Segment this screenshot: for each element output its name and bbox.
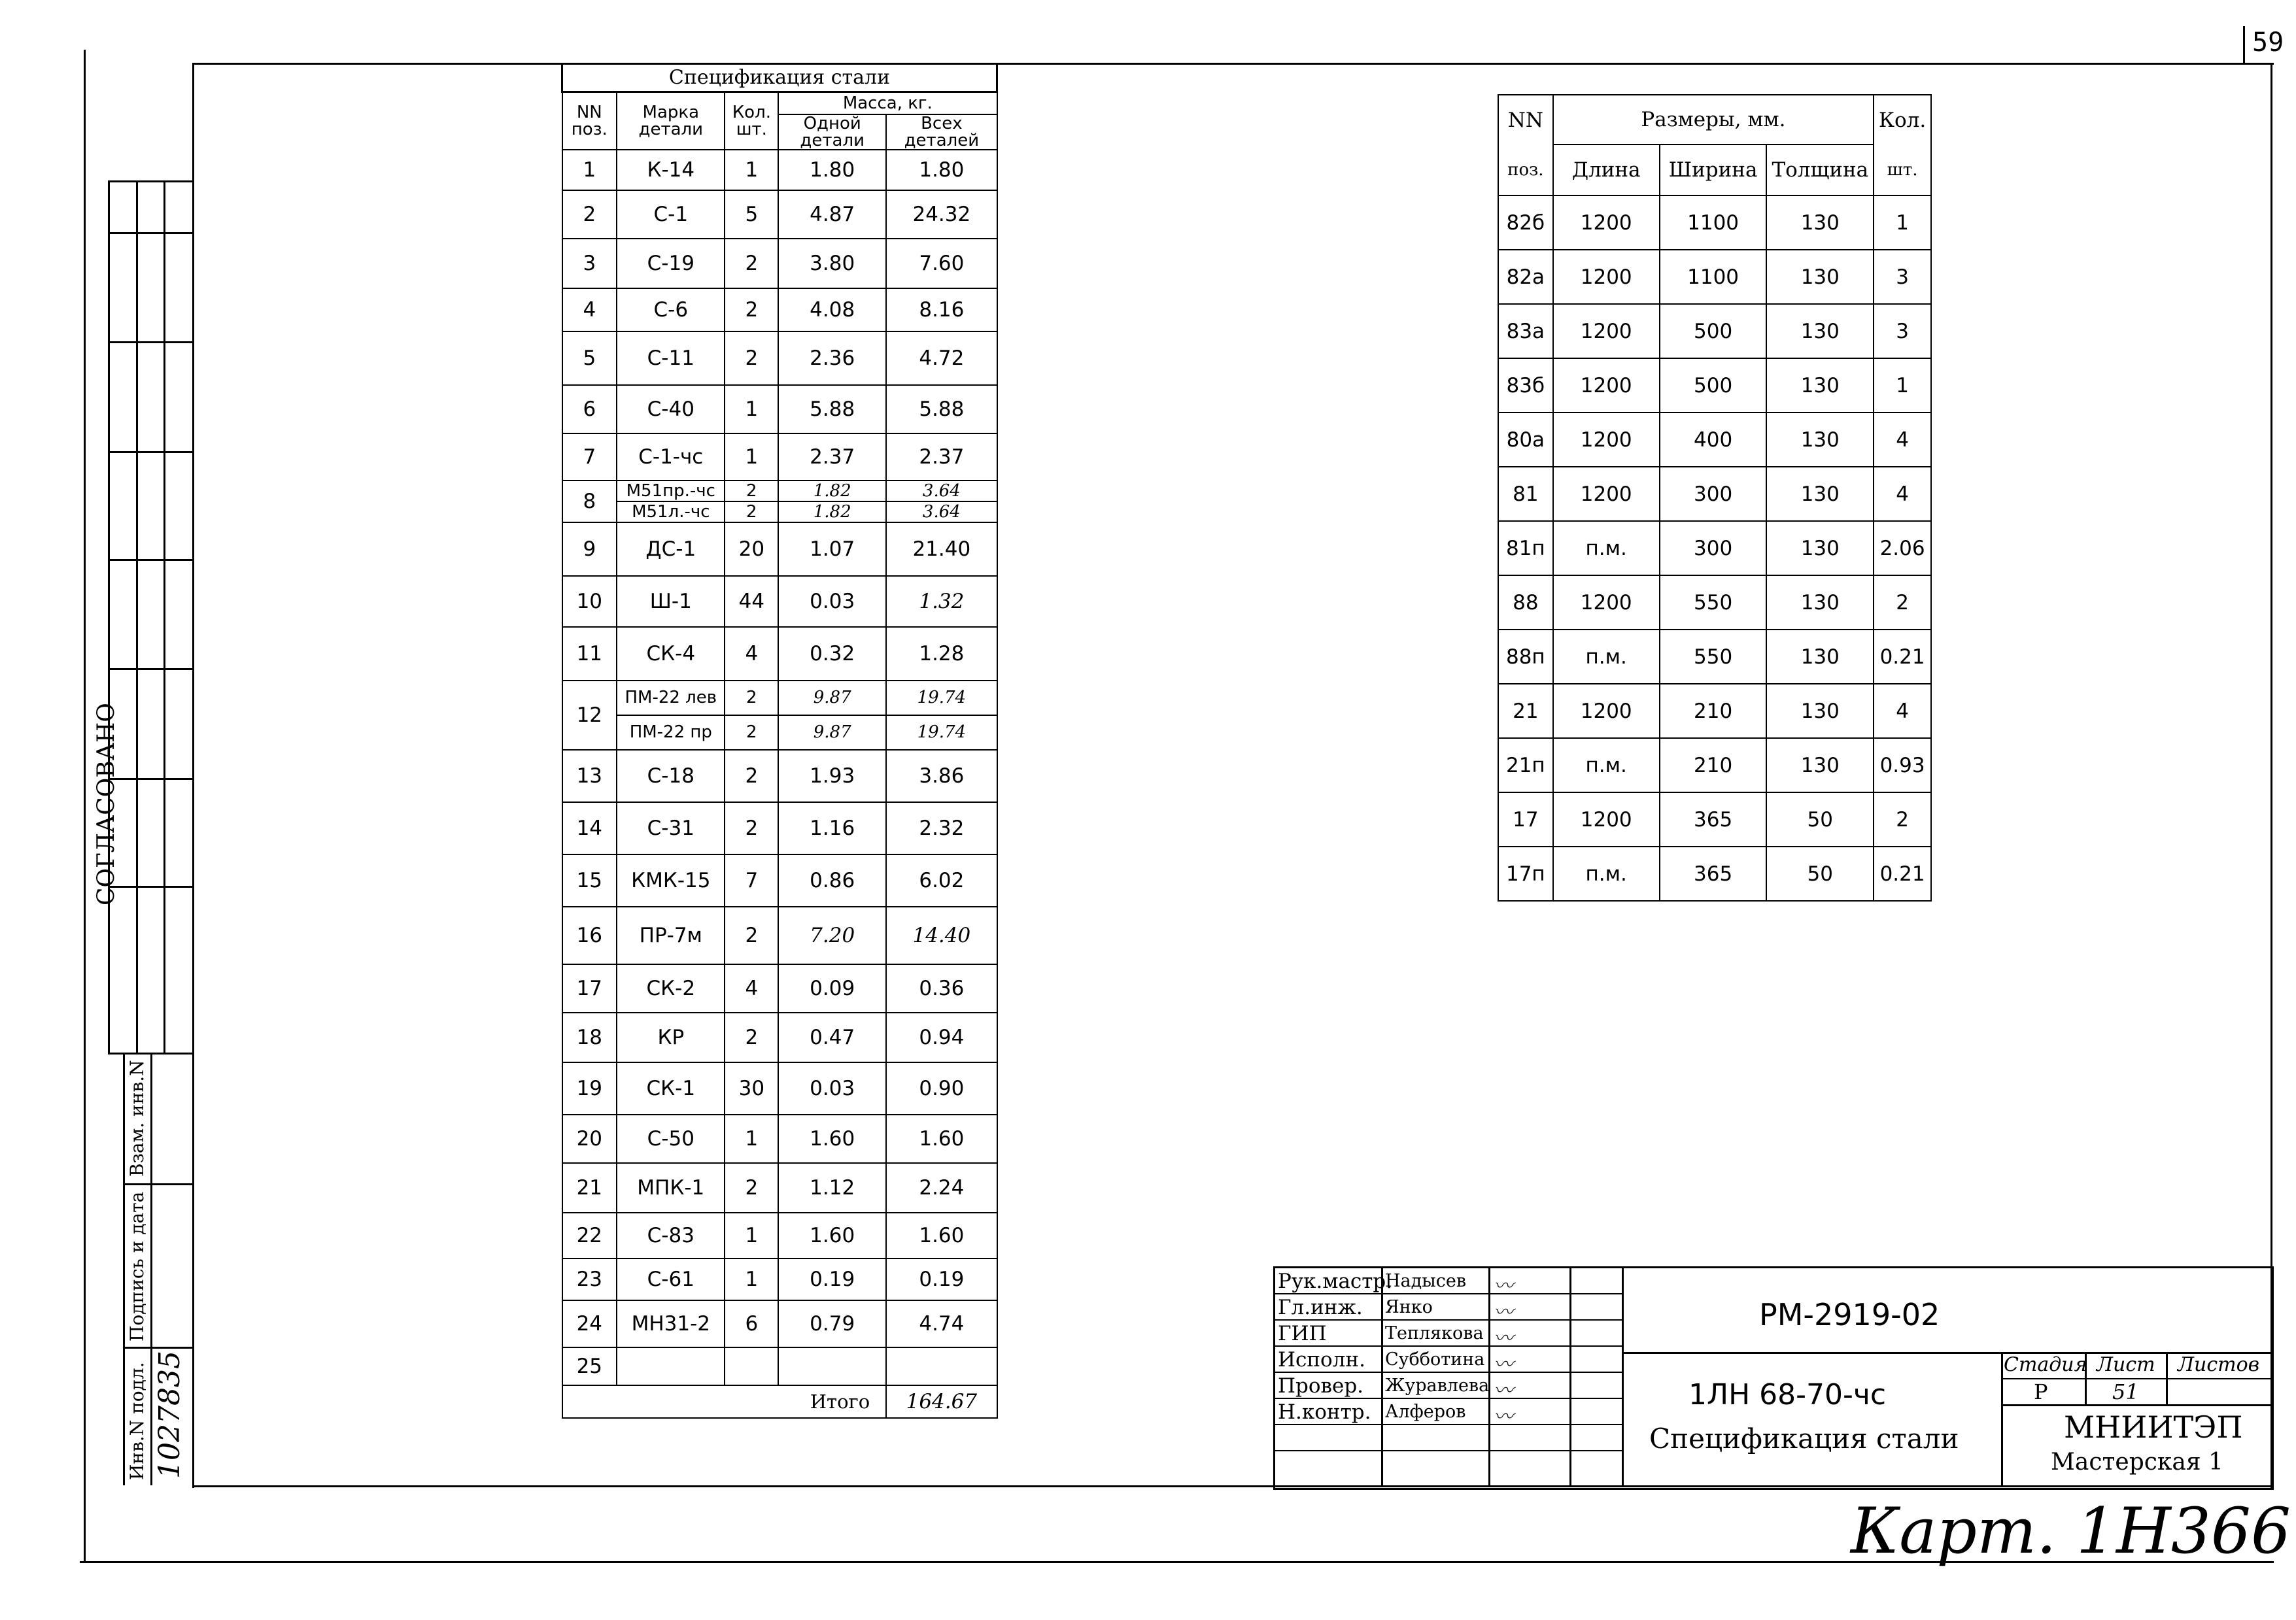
spec-cell-mark: КР: [617, 1013, 725, 1062]
spec-cell-mass-all: 5.88: [886, 385, 997, 433]
spec-cell-mass-all: 0.90: [886, 1062, 997, 1115]
spec-cell-mass-all: 3.64: [886, 501, 997, 522]
sizes-cell-width: 500: [1660, 358, 1767, 413]
inv-number-handwritten: 1027835: [153, 1351, 186, 1479]
spec-cell-qty: 2: [725, 750, 778, 802]
sizes-row: [1498, 684, 1931, 738]
sizes-cell-width: 300: [1660, 521, 1767, 575]
sizes-row: [1498, 847, 1931, 901]
spec-cell-mass-one: 1.12: [778, 1163, 886, 1213]
title-block: [1273, 1266, 2274, 1490]
spec-cell-qty: 44: [725, 576, 778, 627]
spec-cell-mass-all: 7.60: [886, 239, 997, 288]
sizes-cell-width: 1100: [1660, 195, 1767, 250]
spec-cell-pos: 1: [562, 150, 617, 190]
sizes-cell-thickness: 130: [1766, 358, 1874, 413]
spec-header-mark: Марка детали: [617, 92, 725, 150]
spec-cell-mass-all: 14.40: [886, 907, 997, 964]
spec-cell-mass-all: 2.24: [886, 1163, 997, 1213]
spec-row: [562, 964, 997, 1013]
spec-cell-mass-all: 3.86: [886, 750, 997, 802]
spec-cell-qty: 1: [725, 433, 778, 481]
spec-cell-mass-all: 24.32: [886, 190, 997, 239]
spec-cell-pos: 12: [562, 681, 617, 750]
spec-cell-mark: С-83: [617, 1213, 725, 1258]
tb-role: Н.контр.: [1278, 1400, 1371, 1424]
sizes-header-width: Ширина: [1660, 144, 1767, 195]
spec-cell-pos: 2: [562, 190, 617, 239]
spec-cell-pos: 14: [562, 802, 617, 854]
sizes-cell-thickness: 130: [1766, 304, 1874, 358]
spec-caption: Спецификация стали: [562, 64, 997, 92]
spec-cell-mass-one: 0.19: [778, 1258, 886, 1300]
spec-cell-pos: 5: [562, 331, 617, 385]
frame-left-inner: [192, 63, 194, 1488]
spec-cell-pos: 13: [562, 750, 617, 802]
spec-cell-qty: 6: [725, 1300, 778, 1347]
sizes-cell-length: 1200: [1553, 413, 1660, 467]
sizes-cell-qty: 4: [1874, 467, 1931, 521]
tb-signature: 〰: [1494, 1353, 1513, 1376]
tb-signature: 〰: [1494, 1379, 1513, 1402]
spec-row: [562, 627, 997, 681]
tb-signature: 〰: [1494, 1406, 1513, 1428]
sizes-row: [1498, 575, 1931, 630]
sizes-cell-thickness: 130: [1766, 575, 1874, 630]
spec-header-mass: Масса, кг.: [778, 92, 997, 114]
spec-row: [562, 1300, 997, 1347]
frame-top: [192, 63, 2274, 65]
sizes-cell-thickness: 130: [1766, 521, 1874, 575]
sizes-header-qty-top: Кол.: [1874, 95, 1931, 144]
spec-cell-qty: 2: [725, 331, 778, 385]
sizes-row: [1498, 792, 1931, 847]
spec-row: [562, 481, 997, 501]
tb-signature: 〰: [1494, 1275, 1513, 1298]
spec-row: [562, 331, 997, 385]
sizes-cell-qty: 4: [1874, 413, 1931, 467]
spec-cell-mass-all: 1.60: [886, 1213, 997, 1258]
sizes-cell-length: 1200: [1553, 684, 1660, 738]
spec-cell-qty: [725, 1347, 778, 1385]
spec-total-label: Итого: [562, 1385, 887, 1418]
sizes-cell-qty: 4: [1874, 684, 1931, 738]
sizes-header-pos-bottom: поз.: [1498, 144, 1553, 195]
sizes-cell-thickness: 130: [1766, 250, 1874, 304]
sizes-cell-length: 1200: [1553, 195, 1660, 250]
sizes-cell-width: 300: [1660, 467, 1767, 521]
spec-cell-pos: 25: [562, 1347, 617, 1385]
spec-cell-mass-one: 1.16: [778, 802, 886, 854]
spec-cell-qty: 1: [725, 150, 778, 190]
spec-cell-pos: 21: [562, 1163, 617, 1213]
spec-cell-mark: СК-2: [617, 964, 725, 1013]
sizes-cell-thickness: 130: [1766, 413, 1874, 467]
spec-cell-mark: С-31: [617, 802, 725, 854]
sizes-cell-width: 365: [1660, 792, 1767, 847]
spec-row: [562, 239, 997, 288]
spec-cell-mass-one: 0.32: [778, 627, 886, 681]
sizes-cell-thickness: 130: [1766, 630, 1874, 684]
sizes-cell-pos: 82а: [1498, 250, 1553, 304]
spec-cell-qty: 1: [725, 1115, 778, 1163]
spec-row: [562, 750, 997, 802]
spec-cell-mass-one: 1.60: [778, 1213, 886, 1258]
sizes-cell-qty: 1: [1874, 358, 1931, 413]
spec-cell-mark: С-18: [617, 750, 725, 802]
sizes-cell-qty: 0.21: [1874, 847, 1931, 901]
spec-cell-mass-all: 0.36: [886, 964, 997, 1013]
spec-cell-mass-all: 2.32: [886, 802, 997, 854]
spec-cell-qty: 1: [725, 1258, 778, 1300]
spec-cell-mass-one: 5.88: [778, 385, 886, 433]
sizes-cell-pos: 17: [1498, 792, 1553, 847]
sizes-cell-qty: 2: [1874, 575, 1931, 630]
spec-cell-mark: С-50: [617, 1115, 725, 1163]
sizes-cell-pos: 83а: [1498, 304, 1553, 358]
doc-code: РМ-2919-02: [1759, 1297, 1940, 1332]
spec-cell-mark: М51л.-чс: [617, 501, 725, 522]
sizes-header-pos-top: NN: [1498, 95, 1553, 144]
spec-cell-mass-one: 0.79: [778, 1300, 886, 1347]
spec-header-mass-all: Всех деталей: [886, 114, 997, 150]
spec-row: [562, 1163, 997, 1213]
spec-cell-qty: 2: [725, 681, 778, 715]
tb-signature: 〰: [1494, 1301, 1513, 1324]
sizes-row: [1498, 467, 1931, 521]
spec-row-sub: [562, 715, 997, 750]
spec-row: [562, 576, 997, 627]
sizes-cell-width: 210: [1660, 738, 1767, 792]
spec-cell-mass-one: 1.82: [778, 481, 886, 501]
sizes-table: [1498, 94, 1932, 902]
project-code: 1ЛН 68-70-чс: [1688, 1378, 1887, 1411]
sizes-cell-qty: 1: [1874, 195, 1931, 250]
spec-cell-mass-all: 0.94: [886, 1013, 997, 1062]
spec-cell-mark: С-19: [617, 239, 725, 288]
spec-cell-mass-all: 1.28: [886, 627, 997, 681]
spec-cell-mark: С-1: [617, 190, 725, 239]
inv-orig-label: Инв.N подл.: [126, 1362, 148, 1480]
spec-cell-mass-all: 19.74: [886, 715, 997, 750]
sizes-cell-qty: 3: [1874, 304, 1931, 358]
spec-cell-qty: 2: [725, 288, 778, 331]
sizes-cell-width: 550: [1660, 630, 1767, 684]
sizes-cell-pos: 81п: [1498, 521, 1553, 575]
sizes-cell-thickness: 50: [1766, 792, 1874, 847]
sizes-row: [1498, 250, 1931, 304]
spec-cell-qty: 2: [725, 802, 778, 854]
spec-cell-pos: 9: [562, 522, 617, 576]
sizes-cell-length: 1200: [1553, 358, 1660, 413]
spec-row: [562, 681, 997, 715]
sign-date-label: Подпись и дата: [126, 1191, 148, 1342]
spec-row: [562, 907, 997, 964]
spec-cell-pos: 22: [562, 1213, 617, 1258]
spec-cell-qty: 2: [725, 907, 778, 964]
sheet-title: Спецификация стали: [1649, 1423, 1959, 1455]
spec-cell-pos: 15: [562, 854, 617, 907]
sizes-cell-pos: 21п: [1498, 738, 1553, 792]
spec-cell-qty: 2: [725, 481, 778, 501]
spec-cell-mass-one: 1.80: [778, 150, 886, 190]
stage-label: Стадия: [2004, 1353, 2087, 1376]
tb-name: Теплякова: [1385, 1323, 1484, 1343]
spec-cell-mark: [617, 1347, 725, 1385]
spec-cell-mass-one: 1.07: [778, 522, 886, 576]
spec-cell-mass-one: 0.86: [778, 854, 886, 907]
sizes-row: [1498, 521, 1931, 575]
sizes-cell-qty: 0.21: [1874, 630, 1931, 684]
spec-cell-qty: 4: [725, 964, 778, 1013]
tb-role: ГИП: [1278, 1322, 1327, 1345]
sizes-row: [1498, 358, 1931, 413]
spec-cell-mark: ПМ-22 пр: [617, 715, 725, 750]
spec-cell-mass-one: 2.37: [778, 433, 886, 481]
spec-cell-mass-all: 4.72: [886, 331, 997, 385]
sheet-label: Лист: [2097, 1353, 2155, 1376]
spec-row: [562, 854, 997, 907]
steel-spec-table: [561, 63, 998, 1419]
spec-cell-qty: 1: [725, 385, 778, 433]
spec-cell-pos: 11: [562, 627, 617, 681]
sizes-cell-width: 500: [1660, 304, 1767, 358]
agreed-label: СОГЛАСОВАНО: [93, 703, 120, 905]
spec-row: [562, 1062, 997, 1115]
spec-cell-pos: 8: [562, 481, 617, 522]
sizes-cell-length: 1200: [1553, 250, 1660, 304]
spec-header-qty: Кол. шт.: [725, 92, 778, 150]
sizes-cell-thickness: 130: [1766, 684, 1874, 738]
spec-row: [562, 522, 997, 576]
stage-value: Р: [2034, 1379, 2048, 1404]
spec-row: [562, 433, 997, 481]
sizes-header-thickness: Толщина: [1766, 144, 1874, 195]
spec-cell-mass-all: 8.16: [886, 288, 997, 331]
org-name: МНИИТЭП: [2064, 1409, 2243, 1445]
spec-header-pos: NN поз.: [562, 92, 617, 150]
spec-cell-qty: 2: [725, 1163, 778, 1213]
spec-cell-mass-one: 4.08: [778, 288, 886, 331]
spec-cell-mass-all: 0.19: [886, 1258, 997, 1300]
spec-cell-pos: 7: [562, 433, 617, 481]
spec-cell-mass-all: 3.64: [886, 481, 997, 501]
sizes-cell-pos: 21: [1498, 684, 1553, 738]
spec-cell-mass-one: 4.87: [778, 190, 886, 239]
sizes-cell-length: 1200: [1553, 792, 1660, 847]
spec-cell-mark: С-1-чс: [617, 433, 725, 481]
spec-cell-mark: С-6: [617, 288, 725, 331]
sizes-cell-pos: 80а: [1498, 413, 1553, 467]
spec-cell-pos: 19: [562, 1062, 617, 1115]
sizes-cell-pos: 88: [1498, 575, 1553, 630]
sizes-cell-qty: 2.06: [1874, 521, 1931, 575]
spec-cell-pos: 20: [562, 1115, 617, 1163]
sizes-cell-length: 1200: [1553, 575, 1660, 630]
spec-cell-pos: 6: [562, 385, 617, 433]
spec-cell-mass-one: 2.36: [778, 331, 886, 385]
sizes-header-qty-bottom: шт.: [1874, 144, 1931, 195]
sizes-cell-pos: 88п: [1498, 630, 1553, 684]
tb-role: Рук.мастр.: [1278, 1270, 1393, 1293]
tb-name: Янко: [1385, 1297, 1433, 1317]
spec-cell-mass-all: 19.74: [886, 681, 997, 715]
tb-name: Алферов: [1385, 1402, 1466, 1422]
spec-cell-qty: 30: [725, 1062, 778, 1115]
spec-cell-pos: 3: [562, 239, 617, 288]
spec-cell-mass-all: 4.74: [886, 1300, 997, 1347]
spec-row: [562, 1115, 997, 1163]
sizes-cell-qty: 0.93: [1874, 738, 1931, 792]
spec-cell-mark: М51пр.-чс: [617, 481, 725, 501]
sizes-cell-width: 210: [1660, 684, 1767, 738]
tb-name: Журавлева: [1385, 1375, 1490, 1396]
tb-role: Гл.инж.: [1278, 1296, 1363, 1319]
spec-cell-mass-all: 2.37: [886, 433, 997, 481]
spec-cell-mass-one: 0.47: [778, 1013, 886, 1062]
spec-total-value: 164.67: [886, 1385, 997, 1418]
spec-cell-mark: КМК-15: [617, 854, 725, 907]
spec-cell-pos: 18: [562, 1013, 617, 1062]
spec-cell-qty: 2: [725, 501, 778, 522]
sizes-cell-qty: 2: [1874, 792, 1931, 847]
spec-cell-mass-all: 21.40: [886, 522, 997, 576]
sizes-cell-length: п.м.: [1553, 738, 1660, 792]
spec-cell-mark: СК-1: [617, 1062, 725, 1115]
spec-cell-mass-one: 9.87: [778, 681, 886, 715]
spec-cell-mark: СК-4: [617, 627, 725, 681]
sizes-header-length: Длина: [1553, 144, 1660, 195]
spec-cell-mark: Ш-1: [617, 576, 725, 627]
corner-box-left: [2243, 26, 2245, 64]
tb-name: Надысев: [1385, 1271, 1467, 1291]
spec-cell-pos: 24: [562, 1300, 617, 1347]
spec-cell-qty: 20: [725, 522, 778, 576]
sizes-cell-length: п.м.: [1553, 847, 1660, 901]
sheet-value: 51: [2112, 1379, 2139, 1404]
spec-cell-mark: ПР-7м: [617, 907, 725, 964]
spec-cell-mass-all: 6.02: [886, 854, 997, 907]
spec-row: [562, 802, 997, 854]
replace-inv-label: Взам. инв.N: [126, 1060, 148, 1177]
sizes-cell-thickness: 130: [1766, 467, 1874, 521]
spec-row: [562, 385, 997, 433]
spec-row: [562, 1347, 997, 1385]
sizes-cell-width: 1100: [1660, 250, 1767, 304]
spec-cell-mass-one: [778, 1347, 886, 1385]
spec-row: [562, 288, 997, 331]
spec-cell-mass-one: 1.60: [778, 1115, 886, 1163]
spec-cell-mark: С-40: [617, 385, 725, 433]
spec-cell-qty: 4: [725, 627, 778, 681]
spec-cell-mass-all: 1.80: [886, 150, 997, 190]
tb-role: Провер.: [1278, 1374, 1364, 1398]
spec-cell-qty: 7: [725, 854, 778, 907]
sizes-cell-width: 550: [1660, 575, 1767, 630]
sizes-row: [1498, 304, 1931, 358]
spec-cell-mass-one: 9.87: [778, 715, 886, 750]
sizes-cell-pos: 17п: [1498, 847, 1553, 901]
spec-cell-mass-one: 1.93: [778, 750, 886, 802]
spec-cell-pos: 17: [562, 964, 617, 1013]
sizes-cell-pos: 82б: [1498, 195, 1553, 250]
sizes-row: [1498, 413, 1931, 467]
spec-cell-mass-one: 7.20: [778, 907, 886, 964]
spec-row: [562, 1013, 997, 1062]
spec-cell-pos: 4: [562, 288, 617, 331]
sizes-cell-pos: 83б: [1498, 358, 1553, 413]
spec-row: [562, 1258, 997, 1300]
spec-row: [562, 1213, 997, 1258]
spec-cell-mark: С-61: [617, 1258, 725, 1300]
sizes-cell-length: п.м.: [1553, 630, 1660, 684]
sizes-header-dims: Размеры, мм.: [1553, 95, 1874, 144]
spec-header-mass-one: Одной детали: [778, 114, 886, 150]
spec-cell-qty: 2: [725, 715, 778, 750]
spec-cell-mark: ДС-1: [617, 522, 725, 576]
spec-row: [562, 150, 997, 190]
tb-role: Исполн.: [1278, 1348, 1365, 1372]
sizes-cell-qty: 3: [1874, 250, 1931, 304]
sizes-row: [1498, 738, 1931, 792]
spec-cell-mark: С-11: [617, 331, 725, 385]
workshop-name: Мастерская 1: [2051, 1449, 2223, 1476]
spec-cell-mark: МПК-1: [617, 1163, 725, 1213]
spec-cell-mass-one: 0.03: [778, 1062, 886, 1115]
spec-row: [562, 190, 997, 239]
spec-cell-qty: 1: [725, 1213, 778, 1258]
sizes-cell-width: 365: [1660, 847, 1767, 901]
sizes-cell-width: 400: [1660, 413, 1767, 467]
spec-row-sub: [562, 501, 997, 522]
frame-outer-left: [84, 50, 86, 1562]
spec-cell-mark: ПМ-22 лев: [617, 681, 725, 715]
spec-cell-pos: 23: [562, 1258, 617, 1300]
sizes-cell-thickness: 130: [1766, 195, 1874, 250]
sizes-row: [1498, 630, 1931, 684]
sizes-cell-length: 1200: [1553, 467, 1660, 521]
spec-cell-mass-one: 3.80: [778, 239, 886, 288]
sizes-cell-pos: 81: [1498, 467, 1553, 521]
spec-cell-mass-all: 1.32: [886, 576, 997, 627]
spec-cell-mark: К-14: [617, 150, 725, 190]
sizes-row: [1498, 195, 1931, 250]
tb-name: Субботина: [1385, 1349, 1485, 1370]
spec-cell-pos: 16: [562, 907, 617, 964]
sizes-cell-thickness: 130: [1766, 738, 1874, 792]
sizes-cell-length: п.м.: [1553, 521, 1660, 575]
spec-cell-mass-one: 0.03: [778, 576, 886, 627]
spec-cell-qty: 2: [725, 239, 778, 288]
sheet-corner-number: 59: [2252, 27, 2284, 58]
spec-cell-mass-one: 1.82: [778, 501, 886, 522]
spec-cell-mass-one: 0.09: [778, 964, 886, 1013]
sheets-label: Листов: [2178, 1353, 2260, 1376]
spec-cell-mark: МН31-2: [617, 1300, 725, 1347]
spec-cell-mass-all: 1.60: [886, 1115, 997, 1163]
bottom-handwritten-note: Карт. 1Н366: [1851, 1494, 2291, 1568]
sizes-cell-length: 1200: [1553, 304, 1660, 358]
tb-signature: 〰: [1494, 1327, 1513, 1350]
spec-cell-pos: 10: [562, 576, 617, 627]
sizes-cell-thickness: 50: [1766, 847, 1874, 901]
spec-cell-qty: 5: [725, 190, 778, 239]
spec-cell-qty: 2: [725, 1013, 778, 1062]
spec-cell-mass-all: [886, 1347, 997, 1385]
